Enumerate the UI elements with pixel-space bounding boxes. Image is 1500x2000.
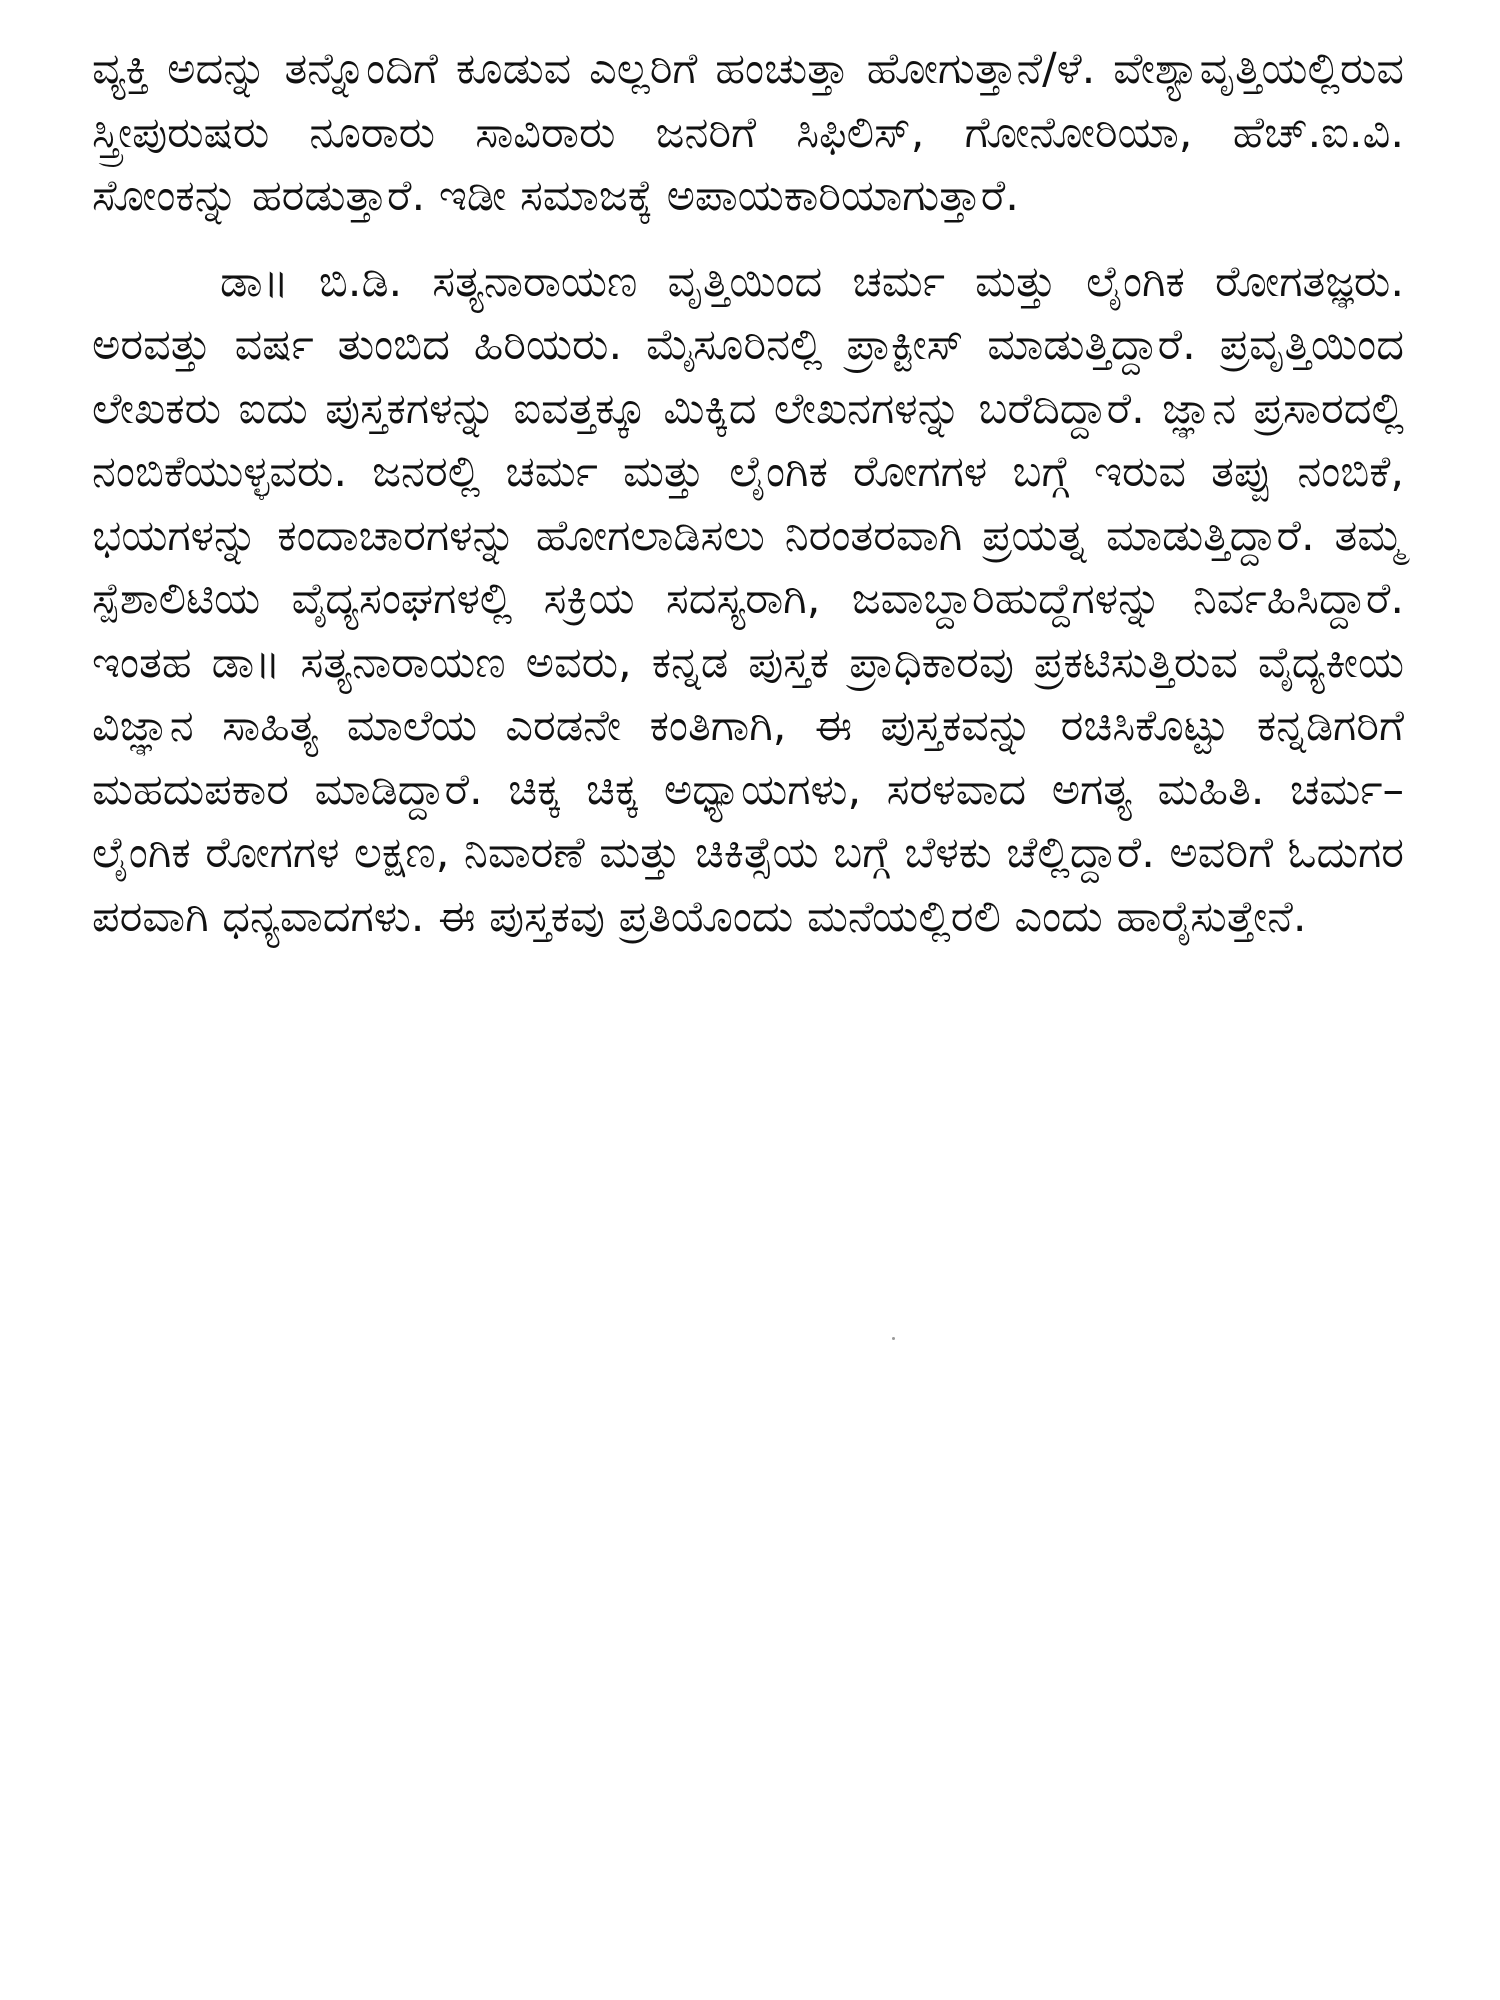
body-text [92, 38, 1404, 949]
scan-speck [892, 1337, 895, 1340]
paragraph-1: ವ್ಯಕ್ತಿ ಅದನ್ನು ತನ್ನೊಂದಿಗೆ ಕೂಡುವ ಎಲ್ಲರಿಗೆ ಹಂಚುತ್ತಾ ಹೋಗುತ್ತಾನೆ/ಳೆ. ವೇಶ್ಯಾವೃತ್ತಿಯಲ್ಲಿರುವ ಸ್ತ್ರೀಪುರುಷರು ನೂರಾರು ಸಾವಿರಾರು ಜನರಿಗೆ ಸಿಫಿಲಿಸ್, ಗೋನೋರಿಯಾ, ಹೆಚ್.ಐ.ವಿ. ಸೋಂಕನ್ನು ಹರಡುತ್ತಾರೆ. ಇಡೀ ಸಮಾಜಕ್ಕೆ ಅಪಾಯಕಾರಿಯಾಗುತ್ತಾರೆ. [92, 44, 1404, 221]
paragraph-2: ಡಾ॥ ಬಿ.ಡಿ. ಸತ್ಯನಾರಾಯಣ ವೃತ್ತಿಯಿಂದ ಚರ್ಮ ಮತ್ತು ಲೈಂಗಿಕ ರೋಗತಜ್ಞರು. ಅರವತ್ತು ವರ್ಷ ತುಂಬಿದ ಹಿರಿಯರು. ಮೈಸೂರಿನಲ್ಲಿ ಪ್ರಾಕ್ಟೀಸ್ ಮಾಡುತ್ತಿದ್ದಾರೆ. ಪ್ರವೃತ್ತಿಯಿಂದ ಲೇಖಕರು ಐದು ಪುಸ್ತಕಗಳನ್ನು ಐವತ್ತಕ್ಕೂ ಮಿಕ್ಕಿದ ಲೇಖನಗಳನ್ನು ಬರೆದಿದ್ದಾರೆ. ಜ್ಞಾನ ಪ್ರಸಾರದಲ್ಲಿ ನಂಬಿಕೆಯುಳ್ಳವರು. ಜನರಲ್ಲಿ ಚರ್ಮ ಮತ್ತು ಲೈಂಗಿಕ ರೋಗಗಳ ಬಗ್ಗೆ ಇರುವ ತಪ್ಪು ನಂಬಿಕೆ, ಭಯಗಳನ್ನು ಕಂದಾಚಾರಗಳನ್ನು ಹೋಗಲಾಡಿಸಲು ನಿರಂತರವಾಗಿ ಪ್ರಯತ್ನ ಮಾಡುತ್ತಿದ್ದಾರೆ. ತಮ್ಮ ಸ್ಪೆಶಾಲಿಟಿಯ ವೈದ್ಯಸಂಘಗಳಲ್ಲಿ ಸಕ್ರಿಯ ಸದಸ್ಯರಾಗಿ, ಜವಾಬ್ದಾರಿಹುದ್ದೆಗಳನ್ನು ನಿರ್ವಹಿಸಿದ್ದಾರೆ. ಇಂತಹ ಡಾ॥ ಸತ್ಯನಾರಾಯಣ ಅವರು, ಕನ್ನಡ ಪುಸ್ತಕ ಪ್ರಾಧಿಕಾರವು ಪ್ರಕಟಿಸುತ್ತಿರುವ ವೈದ್ಯಕೀಯ ವಿಜ್ಞಾನ ಸಾಹಿತ್ಯ ಮಾಲೆಯ ಎರಡನೇ ಕಂತಿಗಾಗಿ, ಈ ಪುಸ್ತಕವನ್ನು ರಚಿಸಿಕೊಟ್ಟು ಕನ್ನಡಿಗರಿಗೆ ಮಹದುಪಕಾರ ಮಾಡಿದ್ದಾರೆ. ಚಿಕ್ಕ ಚಿಕ್ಕ ಅಧ್ಯಾಯಗಳು, ಸರಳವಾದ ಅಗತ್ಯ ಮಹಿತಿ. ಚರ್ಮ–ಲೈಂಗಿಕ ರೋಗಗಳ ಲಕ್ಷಣ, ನಿವಾರಣೆ ಮತ್ತು ಚಿಕಿತ್ಸೆಯ ಬಗ್ಗೆ ಬೆಳಕು ಚೆಲ್ಲಿದ್ದಾರೆ. ಅವರಿಗೆ ಓದುಗರ ಪರವಾಗಿ ಧನ್ಯವಾದಗಳು. ಈ ಪುಸ್ತಕವು ಪ್ರತಿಯೊಂದು ಮನೆಯಲ್ಲಿರಲಿ ಎಂದು ಹಾರೈಸುತ್ತೇನೆ. [92, 256, 1404, 942]
